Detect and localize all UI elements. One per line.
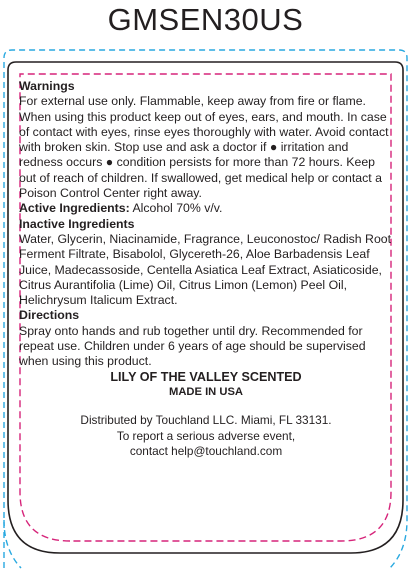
directions-heading: Directions <box>19 308 80 323</box>
label-text <box>19 79 393 460</box>
active-value: Alcohol 70% v/v. <box>132 201 223 216</box>
origin-line: MADE IN USA <box>169 385 243 398</box>
product-code: GMSEN30US <box>107 2 304 37</box>
active-heading: Active Ingredients: <box>19 201 130 216</box>
inactive-text: Water, Glycerin, Niacinamide, Fragrance, Leuconostoc/ Radish Root Ferment Filtrate, Bisabolol, Glycereth-26, Aloe Barbadensis Leaf Juice, Madecassoside, Centella Asiatica Leaf Extract, Asiaticoside, Citrus Aurantifolia (Lime) Oil, Citrus Limon (Lemon) Peel Oil, Helichrysum Italicum Extract. <box>19 231 392 308</box>
scent-line: LILY OF THE VALLEY SCENTED <box>110 369 302 384</box>
distributor-line: Distributed by Touchland LLC. Miami, FL 33131. <box>80 413 332 428</box>
report-line: To report a serious adverse event, <box>116 428 296 443</box>
contact-line: contact help@touchland.com <box>129 444 283 459</box>
directions-text: Spray onto hands and rub together until dry. Recommended for repeat use. Children under 6 years of age should be supervised when using this product. <box>19 323 366 369</box>
distributor-block <box>19 413 393 460</box>
warnings-text: For external use only. Flammable, keep away from fire or flame. When using this product keep out of eyes, ears, and mouth. In case of contact with eyes, rinse eyes thoroughly with water. Avoid contact with broken skin. Stop use and ask a doctor if ● irritation and redness occurs ● condition persists for more than 72 hours. Keep out of reach of children. If swallowed, get medical help or contact a Poison Control Center right away. <box>19 94 389 201</box>
active-ingredients <box>19 201 393 216</box>
warnings-heading: Warnings <box>19 79 75 93</box>
inactive-heading: Inactive Ingredients <box>19 216 135 231</box>
